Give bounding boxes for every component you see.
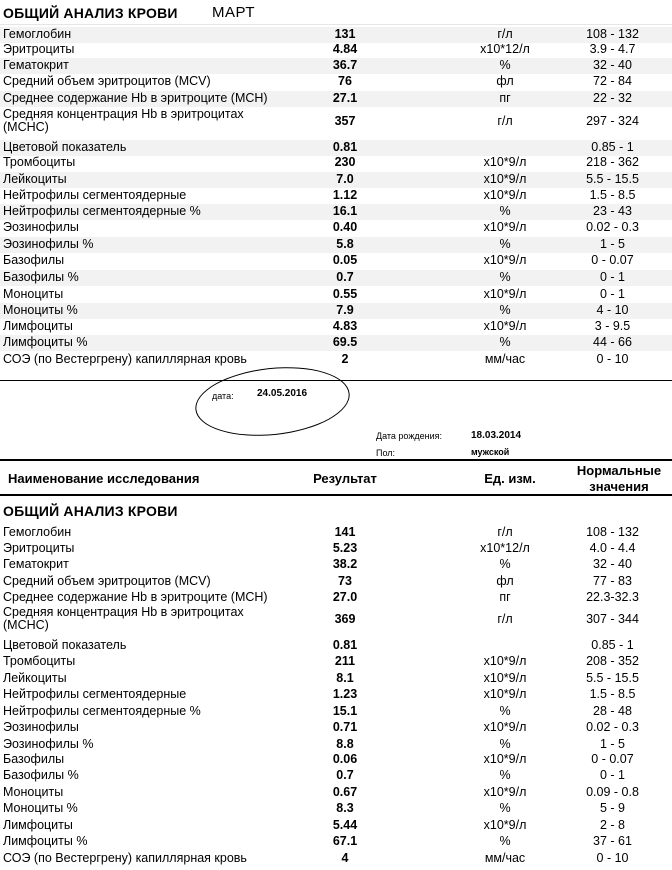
result-value: 7.0: [336, 172, 354, 186]
test-name: Среднее содержание Hb в эритроците (MCH): [3, 590, 268, 604]
result-value: 4: [341, 851, 349, 865]
reference-range: 22 - 32: [593, 91, 632, 105]
test-name: СОЭ (по Вестергрену) капиллярная кровь: [3, 352, 247, 366]
result-row: [0, 654, 672, 670]
unit-value: x10*9/л: [483, 687, 527, 701]
result-value: 0.06: [332, 752, 358, 766]
unit-value: %: [499, 801, 511, 815]
result-value: 141: [334, 525, 356, 539]
birth-date-value: 18.03.2014: [471, 430, 522, 441]
reference-range: 5.5 - 15.5: [586, 172, 639, 186]
test-name: Эозинофилы %: [3, 737, 94, 751]
reference-range: 1.5 - 8.5: [589, 687, 636, 701]
test-name: Нейтрофилы сегментоядерные: [3, 687, 187, 701]
unit-value: x10*9/л: [483, 752, 527, 766]
result-value: 0.81: [332, 140, 358, 154]
date-label: дата:: [212, 391, 234, 401]
result-row: [0, 541, 672, 557]
unit-value: пг: [499, 590, 511, 604]
result-value: 131: [334, 27, 356, 41]
sex-label: Пол:: [376, 448, 396, 458]
reference-range: 1.5 - 8.5: [589, 188, 636, 202]
result-value: 7.9: [336, 303, 354, 317]
test-name: Базофилы: [3, 752, 65, 766]
result-row: [0, 801, 672, 817]
result-value: 1.23: [332, 687, 358, 701]
test-name: Моноциты %: [3, 801, 78, 815]
unit-value: фл: [496, 574, 514, 588]
result-row: [0, 737, 672, 753]
result-value: 0.81: [332, 638, 358, 652]
unit-value: %: [499, 737, 511, 751]
test-name: Базофилы: [3, 253, 65, 267]
test-name: Эозинофилы: [3, 720, 79, 734]
unit-value: x10*9/л: [483, 172, 527, 186]
reference-range: 108 - 132: [586, 27, 639, 41]
unit-value: x10*9/л: [483, 818, 527, 832]
test-name-cont: (MCHC): [3, 120, 49, 134]
result-row: [0, 42, 672, 58]
test-name: Среднее содержание Hb в эритроците (MCH): [3, 91, 268, 105]
divider: [0, 24, 672, 25]
test-name: Гематокрит: [3, 58, 69, 72]
result-value: 5.44: [332, 818, 358, 832]
unit-value: %: [499, 834, 511, 848]
result-value: 27.1: [332, 91, 358, 105]
result-value: 15.1: [332, 704, 358, 718]
result-row: [0, 335, 672, 351]
column-header-name: Наименование исследования: [8, 471, 200, 486]
unit-value: %: [499, 303, 511, 317]
unit-value: г/л: [497, 114, 513, 128]
reference-range: 1 - 5: [599, 737, 625, 751]
test-name: Лейкоциты: [3, 172, 67, 186]
unit-value: x10*12/л: [480, 42, 530, 56]
reference-range: 0 - 1: [599, 270, 625, 284]
result-row: [0, 140, 672, 156]
result-value: 5.8: [336, 237, 354, 251]
result-value: 27.0: [332, 590, 358, 604]
unit-value: %: [499, 237, 511, 251]
test-name: Цветовой показатель: [3, 140, 127, 154]
reference-range: 2 - 8: [599, 818, 625, 832]
unit-value: x10*9/л: [483, 785, 527, 799]
result-value: 2: [341, 352, 349, 366]
unit-value: x10*9/л: [483, 671, 527, 685]
result-value: 4.83: [332, 319, 358, 333]
result-row: [0, 237, 672, 253]
unit-value: %: [499, 204, 511, 218]
result-row: [0, 74, 672, 90]
reference-range: 72 - 84: [593, 74, 632, 88]
test-name: Эозинофилы %: [3, 237, 94, 251]
test-name-cont: (MCHC): [3, 618, 49, 632]
result-row: [0, 220, 672, 236]
reference-range: 0 - 1: [599, 768, 625, 782]
result-row: [0, 352, 672, 368]
reference-range: 3 - 9.5: [594, 319, 631, 333]
test-name: Гемоглобин: [3, 525, 72, 539]
result-row: [0, 671, 672, 687]
result-row: [0, 574, 672, 590]
reference-range: 32 - 40: [593, 557, 632, 571]
test-name: Нейтрофилы сегментоядерные %: [3, 704, 201, 718]
reference-range: 32 - 40: [593, 58, 632, 72]
test-name: Эритроциты: [3, 541, 75, 555]
unit-value: г/л: [497, 27, 513, 41]
test-name: Базофилы %: [3, 768, 79, 782]
result-row: [0, 720, 672, 736]
result-row: [0, 752, 672, 768]
header-bottom-line: [0, 494, 672, 496]
reference-range: 0.02 - 0.3: [586, 720, 639, 734]
reference-range: 307 - 344: [586, 612, 639, 626]
result-row: [0, 27, 672, 43]
unit-value: фл: [496, 74, 514, 88]
hand-drawn-circle: [192, 360, 353, 443]
unit-value: x10*9/л: [483, 220, 527, 234]
test-name: Лимфоциты %: [3, 834, 88, 848]
unit-value: x10*9/л: [483, 720, 527, 734]
unit-value: г/л: [497, 612, 513, 626]
result-value: 8.3: [336, 801, 354, 815]
test-name: Моноциты: [3, 785, 64, 799]
unit-value: x10*9/л: [483, 253, 527, 267]
test-name: Лимфоциты: [3, 319, 73, 333]
result-row: [0, 58, 672, 74]
date-value: 24.05.2016: [257, 388, 308, 399]
report-title-bottom: ОБЩИЙ АНАЛИЗ КРОВИ: [3, 503, 178, 519]
reference-range: 23 - 43: [593, 204, 632, 218]
reference-range: 208 - 352: [586, 654, 639, 668]
unit-value: г/л: [497, 525, 513, 539]
result-value: 230: [334, 155, 356, 169]
column-header-range-1: Нормальные: [576, 463, 662, 478]
test-name: Моноциты %: [3, 303, 78, 317]
unit-value: %: [499, 58, 511, 72]
header-top-line: [0, 459, 672, 461]
test-name: СОЭ (по Вестергрену) капиллярная кровь: [3, 851, 247, 865]
result-value: 8.1: [336, 671, 354, 685]
result-row: [0, 785, 672, 801]
reference-range: 0 - 0.07: [591, 752, 634, 766]
test-name: Нейтрофилы сегментоядерные %: [3, 204, 201, 218]
test-name: Средний объем эритроцитов (MCV): [3, 574, 211, 588]
result-row: [0, 687, 672, 703]
result-value: 357: [334, 114, 356, 128]
result-row: [0, 91, 672, 107]
unit-value: мм/час: [484, 352, 526, 366]
result-row: [0, 319, 672, 335]
result-value: 211: [334, 654, 356, 668]
result-value: 369: [334, 612, 356, 626]
result-row: [0, 303, 672, 319]
reference-range: 3.9 - 4.7: [589, 42, 636, 56]
report-title-top: ОБЩИЙ АНАЛИЗ КРОВИ: [3, 5, 178, 21]
reference-range: 108 - 132: [586, 525, 639, 539]
unit-value: x10*9/л: [483, 287, 527, 301]
result-row: [0, 704, 672, 720]
reference-range: 37 - 61: [593, 834, 632, 848]
result-row: [0, 155, 672, 171]
reference-range: 77 - 83: [593, 574, 632, 588]
month-label: МАРТ: [212, 4, 255, 21]
reference-range: 0.09 - 0.8: [586, 785, 639, 799]
test-name: Средний объем эритроцитов (MCV): [3, 74, 211, 88]
reference-range: 0 - 10: [596, 851, 629, 865]
result-value: 0.7: [336, 768, 354, 782]
unit-value: пг: [499, 91, 511, 105]
unit-value: x10*12/л: [480, 541, 530, 555]
reference-range: 22.3-32.3: [586, 590, 639, 604]
result-row: [0, 638, 672, 654]
reference-range: 28 - 48: [593, 704, 632, 718]
test-name: Эозинофилы: [3, 220, 79, 234]
reference-range: 0 - 1: [599, 287, 625, 301]
result-row: [0, 818, 672, 834]
result-row: [0, 172, 672, 188]
result-row: [0, 525, 672, 541]
unit-value: %: [499, 335, 511, 349]
result-value: 36.7: [332, 58, 358, 72]
reference-range: 0.85 - 1: [591, 140, 634, 154]
result-row: [0, 768, 672, 784]
result-row: [0, 606, 672, 634]
test-name: Цветовой показатель: [3, 638, 127, 652]
column-header-unit: Ед. изм.: [484, 471, 536, 486]
unit-value: x10*9/л: [483, 155, 527, 169]
unit-value: %: [499, 557, 511, 571]
result-value: 38.2: [332, 557, 358, 571]
unit-value: x10*9/л: [483, 654, 527, 668]
reference-range: 297 - 324: [586, 114, 639, 128]
test-name: Средняя концентрация Hb в эритроцитах: [3, 605, 244, 619]
result-row: [0, 590, 672, 606]
result-value: 0.40: [332, 220, 358, 234]
reference-range: 218 - 362: [586, 155, 639, 169]
test-name: Лимфоциты: [3, 818, 73, 832]
result-row: [0, 204, 672, 220]
result-row: [0, 188, 672, 204]
result-value: 0.67: [332, 785, 358, 799]
result-value: 4.84: [332, 42, 358, 56]
result-value: 1.12: [332, 188, 358, 202]
test-name: Базофилы %: [3, 270, 79, 284]
result-value: 0.71: [332, 720, 358, 734]
sex-value: мужской: [471, 447, 510, 457]
result-row: [0, 851, 672, 867]
reference-range: 0.02 - 0.3: [586, 220, 639, 234]
unit-value: x10*9/л: [483, 319, 527, 333]
result-row: [0, 108, 672, 136]
result-value: 67.1: [332, 834, 358, 848]
result-value: 0.7: [336, 270, 354, 284]
result-value: 16.1: [332, 204, 358, 218]
test-name: Гемоглобин: [3, 27, 72, 41]
reference-range: 4 - 10: [596, 303, 629, 317]
test-name: Эритроциты: [3, 42, 75, 56]
result-value: 5.23: [332, 541, 358, 555]
result-row: [0, 557, 672, 573]
unit-value: x10*9/л: [483, 188, 527, 202]
reference-range: 4.0 - 4.4: [589, 541, 636, 555]
result-row: [0, 253, 672, 269]
reference-range: 5.5 - 15.5: [586, 671, 639, 685]
test-name: Нейтрофилы сегментоядерные: [3, 188, 187, 202]
reference-range: 0 - 10: [596, 352, 629, 366]
test-name: Тромбоциты: [3, 654, 76, 668]
test-name: Моноциты: [3, 287, 64, 301]
unit-value: мм/час: [484, 851, 526, 865]
unit-value: %: [499, 704, 511, 718]
result-value: 8.8: [336, 737, 354, 751]
birth-date-label: Дата рождения:: [376, 431, 442, 441]
column-header-result: Результат: [313, 471, 377, 486]
test-name: Лейкоциты: [3, 671, 67, 685]
result-row: [0, 834, 672, 850]
reference-range: 0.85 - 1: [591, 638, 634, 652]
reference-range: 1 - 5: [599, 237, 625, 251]
test-name: Гематокрит: [3, 557, 69, 571]
result-value: 0.05: [332, 253, 358, 267]
result-value: 69.5: [332, 335, 358, 349]
result-row: [0, 270, 672, 286]
reference-range: 44 - 66: [593, 335, 632, 349]
unit-value: %: [499, 768, 511, 782]
unit-value: %: [499, 270, 511, 284]
test-name: Лимфоциты %: [3, 335, 88, 349]
result-value: 76: [338, 74, 352, 88]
reference-range: 5 - 9: [599, 801, 625, 815]
test-name: Тромбоциты: [3, 155, 76, 169]
column-header-range-2: значения: [589, 479, 649, 494]
result-row: [0, 287, 672, 303]
result-value: 73: [338, 574, 352, 588]
result-value: 0.55: [332, 287, 358, 301]
reference-range: 0 - 0.07: [591, 253, 634, 267]
test-name: Средняя концентрация Hb в эритроцитах: [3, 107, 244, 121]
